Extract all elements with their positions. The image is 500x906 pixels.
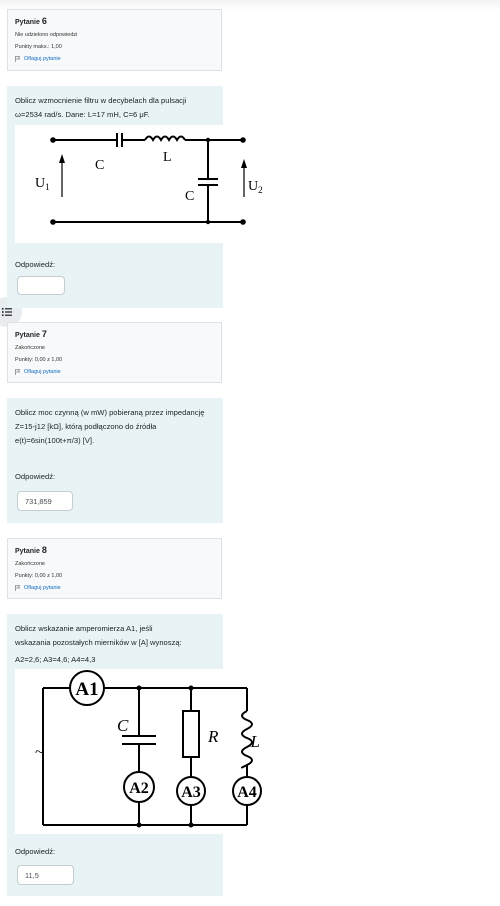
list-icon — [2, 308, 12, 316]
question-content-8 — [7, 614, 260, 896]
question-title: Pytanie 7 — [15, 329, 47, 339]
label-source: ~ — [35, 744, 44, 761]
answer-input-6[interactable] — [17, 276, 65, 295]
flag-icon — [15, 56, 20, 62]
question-text-line: wskazania pozostałych mierników w [A] wynoszą: — [15, 638, 182, 647]
answer-input-8[interactable]: 11,5 — [17, 865, 74, 885]
circuit-figure-ammeters — [15, 669, 258, 834]
label-u1: $U_1$ — [35, 176, 50, 192]
question-text: Oblicz wzmocnienie filtru w decybelach dla pulsacji ω=2534 rad/s. Dane: L=17 mH, C=6 μF. — [15, 96, 187, 119]
question-points: Punkty: 0,00 z 1,00 — [15, 357, 63, 363]
question-status: Nie udzielono odpowiedzi — [15, 32, 78, 38]
label-l: L — [163, 150, 172, 165]
question-title: Pytanie 6 — [15, 16, 47, 26]
question-points: Punkty: 0,00 z 1,00 — [15, 573, 63, 579]
question-status: Zakończone — [15, 561, 45, 567]
question-text — [15, 622, 215, 667]
flag-icon — [15, 585, 20, 591]
question-points: Punkty maks.: 1,00 — [15, 44, 62, 50]
question-text: Oblicz moc czynną (w mW) pobieraną przez impedancję Z=15-j12 [kΩ], którą podłączono do źródła e(t)=6sin(100t+π/3) [V]. — [15, 408, 205, 445]
question-content-6 — [7, 86, 263, 308]
question-info-8 — [7, 538, 222, 599]
label-c2: C — [185, 189, 195, 204]
label-c: C — [117, 716, 129, 735]
label-a3: A3 — [181, 784, 201, 801]
label-u2: $U_2$ — [248, 179, 263, 195]
circuit-figure-filter — [15, 125, 263, 243]
question-title: Pytanie 8 — [15, 545, 47, 555]
question-info-6 — [7, 9, 222, 71]
answer-label: Odpowiedź: — [15, 847, 56, 856]
answer-label: Odpowiedź: — [15, 472, 56, 481]
question-content-7 — [7, 398, 223, 523]
question-status: Zakończone — [15, 345, 45, 351]
question-text-line: Oblicz wskazanie amperomierza A1, jeśli — [15, 624, 153, 633]
label-a1: A1 — [75, 679, 99, 700]
flag-question-link[interactable]: Oflaguj pytanie — [15, 585, 221, 591]
label-c1: C — [95, 158, 105, 173]
answer-input-7[interactable]: 731,859 — [17, 491, 73, 511]
question-info-7 — [7, 322, 222, 383]
label-l: L — [250, 732, 260, 751]
flag-question-link[interactable]: Oflaguj pytanie — [15, 56, 221, 62]
question-text-line: A2=2,6; A3=4,6; A4=4,3 — [15, 655, 96, 664]
label-a4: A4 — [237, 784, 257, 801]
label-a2: A2 — [129, 780, 149, 797]
flag-icon — [15, 369, 20, 375]
answer-label: Odpowiedź: — [15, 260, 56, 269]
label-r: R — [208, 727, 219, 746]
flag-question-link[interactable]: Oflaguj pytanie — [15, 369, 221, 375]
